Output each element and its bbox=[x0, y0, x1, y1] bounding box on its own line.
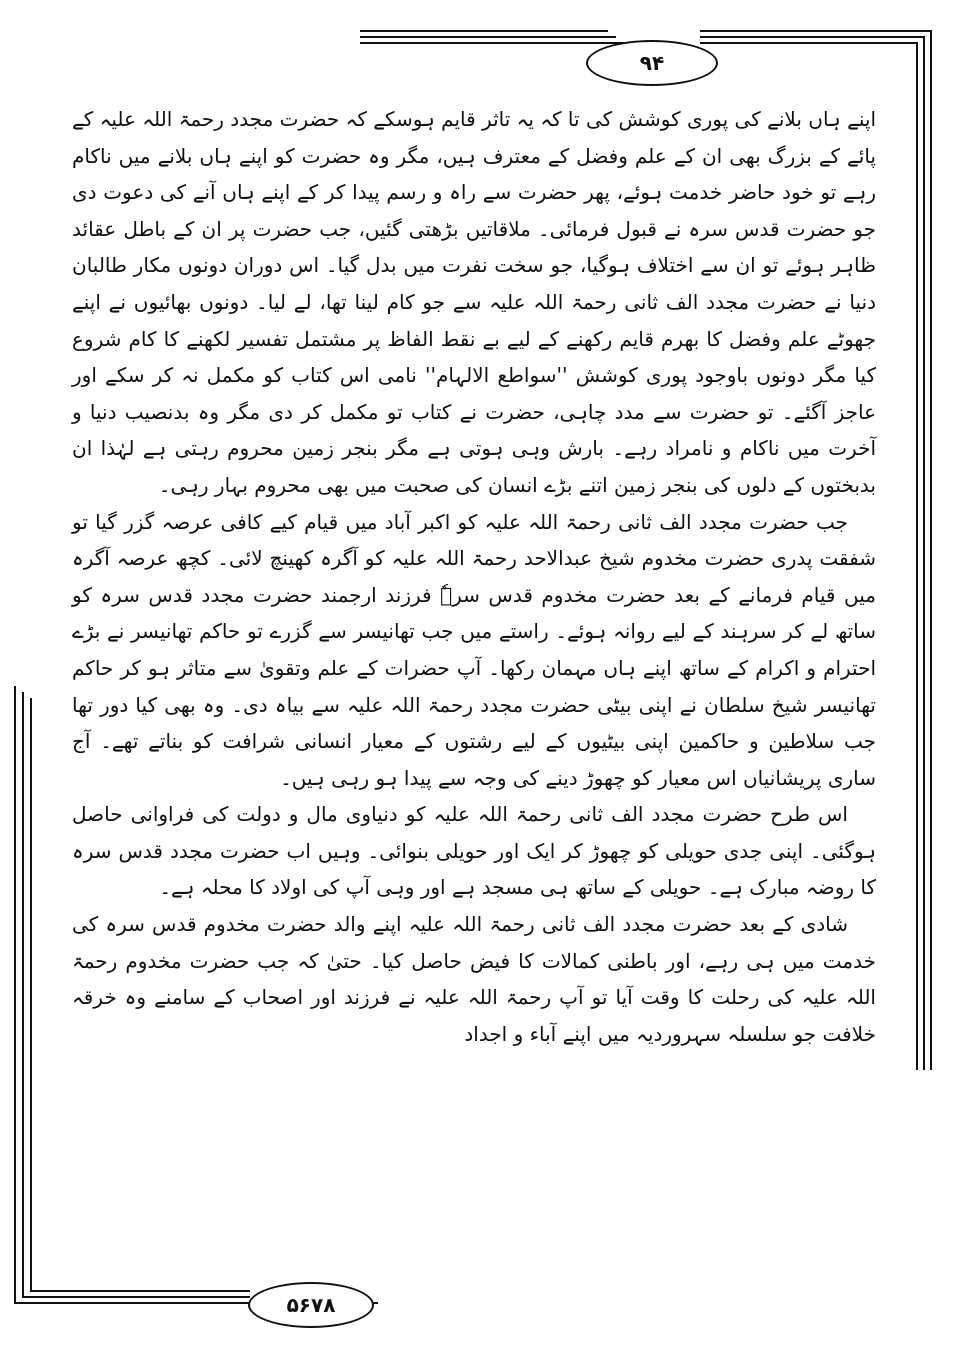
frame-left-line-middle bbox=[22, 692, 24, 1298]
frame-bottom-line-outer bbox=[14, 1302, 250, 1304]
paragraph-3: اس طرح حضرت مجدد الف ثانی رحمۃ اللہ علیہ کو دنیاوی مال و دولت کی فراوانی حاصل ہوگئی۔ اپنی جدی حویلی کو چھوڑ کر ایک اور حویلی بنوائی۔ وہیں اب حضرت مجدد قدس سرہ کا روضہ مبارک ہے۔ حویلی کے ساتھ ہی مسجد ہے اور وہی آپ کی اولاد کا محلہ ہے۔ bbox=[72, 802, 876, 900]
frame-left-line-outer bbox=[14, 686, 16, 1304]
frame-right-line-inner bbox=[916, 42, 918, 1070]
main-text bbox=[72, 101, 876, 1052]
frame-top-line-inner bbox=[360, 36, 616, 38]
header-page-number bbox=[586, 40, 718, 86]
footer-page-number-text: ۵۶۷۸ bbox=[286, 1293, 336, 1317]
header-page-number-text: ۹۴ bbox=[639, 51, 665, 75]
frame-top-right-middle bbox=[700, 36, 925, 38]
paragraph-2: جب حضرت مجدد الف ثانی رحمۃ اللہ علیہ کو اکبر آباد میں قیام کیے کافی عرصہ گزر گیا تو شفقت پدری حضرت مخدوم شیخ عبدالاحد رحمۃ اللہ علیہ کو آگرہ کھینچ لائی۔ کچھ عرصہ آگرہ میں قیام فرمانے کے بعد حضرت مخدوم قدس سرہٗ فرزند ارجمند حضرت مجدد قدس سرہ کو ساتھ لے کر سرہند کے لیے روانہ ہوئے۔ راستے میں جب تھانیسر سے گزرے تو حاکم تھانیسر نے بڑے احترام و اکرام کے ساتھ اپنے ہاں مہمان رکھا۔ آپ حضرات کے علم وتقویٰ سے متاثر ہو کر حاکم تھانیسر شیخ سلطان نے اپنی بیٹی حضرت مجدد رحمۃ اللہ علیہ سے بیاہ دی۔ وہ بھی کیا دور تھا جب سلاطین و حاکمین اپنی بیٹیوں کے لیے رشتوں کے معیار انسانی شرافت کو بناتے تھے۔ آج ساری پریشانیاں اس معیار کو چھوڑ دینے کی وجہ سے پیدا ہو رہی ہیں۔ bbox=[72, 509, 876, 790]
frame-top-line-outer bbox=[360, 30, 608, 32]
frame-right-line-middle bbox=[923, 36, 925, 1070]
footer-page-number bbox=[248, 1282, 374, 1328]
frame-top-right-outer bbox=[700, 30, 932, 32]
frame-top-line-third bbox=[360, 42, 624, 44]
paragraph-1: اپنے ہاں بلانے کی پوری کوشش کی تا کہ یہ تاثر قایم ہوسکے کہ حضرت مجدد رحمۃ اللہ علیہ کے پائے کے بزرگ بھی ان کے علم وفضل کے معترف ہیں، مگر وہ حضرت کو اپنے ہاں بلانے میں ناکام رہے تو خود حاضر خدمت ہوئے، پھر حضرت سے راہ و رسم پیدا کر کے اپنے ہاں آنے کی دعوت دی جو حضرت قدس سرہ نے قبول فرمائی۔ ملاقاتیں بڑھتی گئیں، جب حضرت پر ان کے باطل عقائد ظاہر ہوئے تو ان سے اختلاف ہوگیا، جو سخت نفرت میں بدل گیا۔ اس دوران دونوں مکار طالبان دنیا نے حضرت مجدد الف ثانی رحمۃ اللہ علیہ سے جو کام لینا تھا، لے لیا۔ دونوں بھائیوں نے اپنے جھوٹے علم وفضل کا بھرم قایم رکھنے کے لیے بے نقط الفاظ پر مشتمل تفسیر لکھنے کا کام شروع کیا مگر دونوں باوجود پوری کوشش ''سواطع الالہام'' نامی اس کتاب کو مکمل نہ کر سکے اور عاجز آگئے۔ تو حضرت سے مدد چاہی، حضرت نے کتاب تو مکمل کر دی مگر وہ بدنصیب دنیا و آخرت میں ناکام و نامراد رہے۔ بارش وہی ہوتی ہے مگر بنجر زمین محروم رہتی ہے لہٰذا ان بدبختوں کے دلوں کی بنجر زمین اتنے بڑے انسان کی صحبت میں بھی محروم بہار رہی۔ bbox=[72, 107, 876, 497]
paragraph-4: شادی کے بعد حضرت مجدد الف ثانی رحمۃ اللہ علیہ اپنے والد حضرت مخدوم قدس سرہ کی خدمت میں ہی رہے، اور باطنی کمالات کا فیض حاصل کیا۔ حتیٰ کہ جب حضرت مخدوم رحمۃ اللہ علیہ کی رحلت کا وقت آیا تو آپ رحمۃ اللہ علیہ نے فرزند اور اصحاب کے سامنے وہ خرقہ خلافت جو سلسلہ سہروردیہ میں اپنے آباء و اجداد bbox=[72, 912, 876, 1046]
frame-top-right-inner bbox=[700, 42, 918, 44]
frame-right-line-outer bbox=[930, 30, 932, 1070]
frame-bottom-line-middle bbox=[22, 1296, 250, 1298]
frame-left-line-inner bbox=[30, 698, 32, 1292]
frame-bottom-line-inner bbox=[30, 1290, 250, 1292]
